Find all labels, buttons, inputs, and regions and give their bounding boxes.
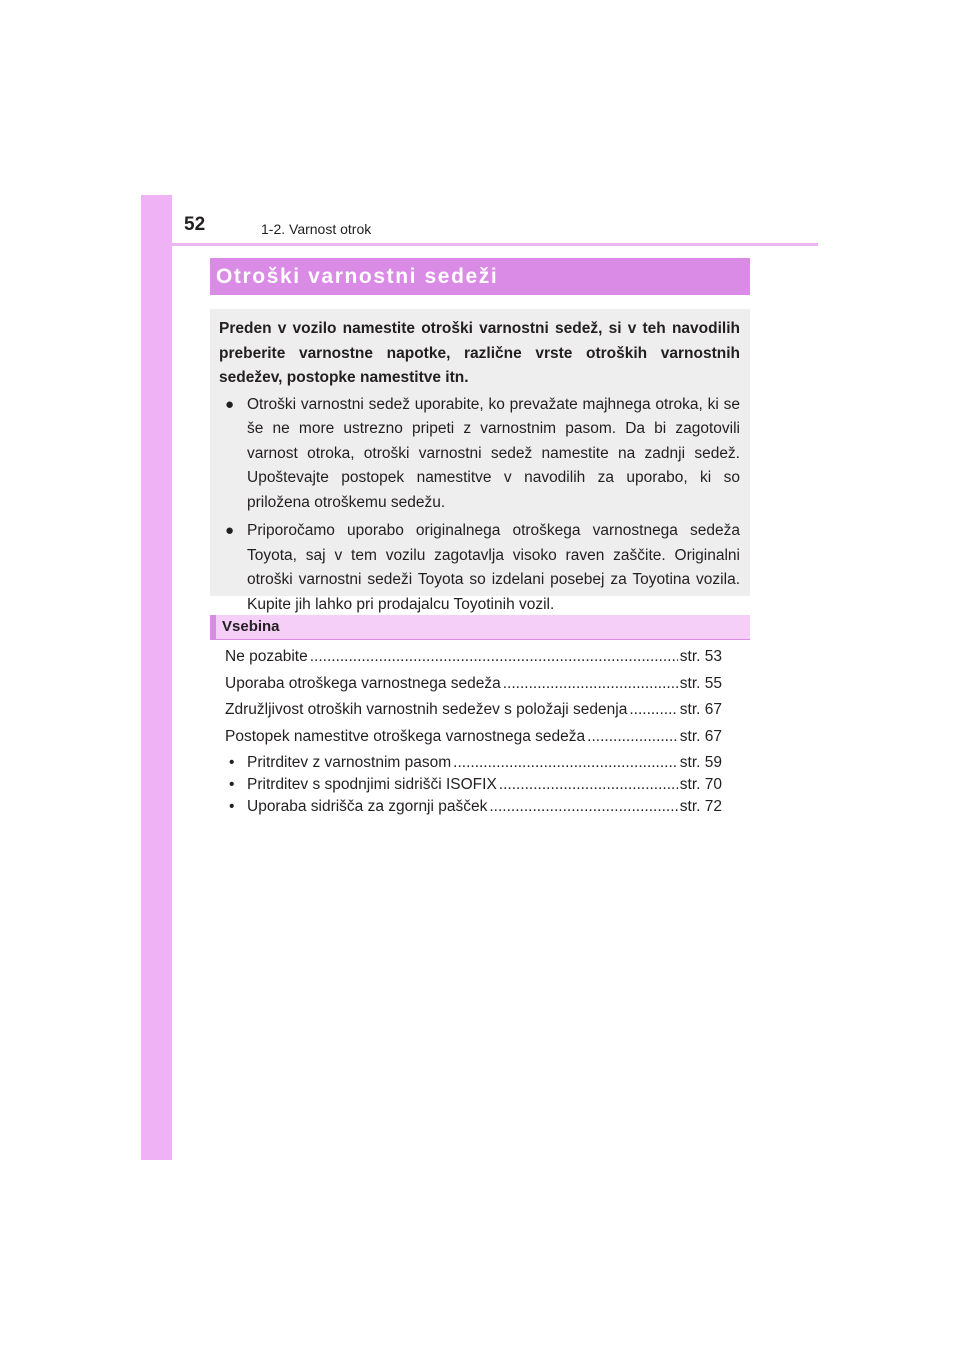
intro-bullet-item [219,519,740,617]
page-number: 52 [184,214,206,235]
toc-item[interactable] [225,648,722,675]
toc-page-ref: str. 59 [679,754,722,771]
contents-heading: Vsebina [222,618,280,635]
toc-leader-dots [587,728,678,746]
toc-page-ref: str. 67 [679,701,722,718]
title-bar [210,258,750,295]
toc-bullet-icon: • [229,798,235,815]
intro-bullet-item [219,393,740,516]
toc-leader-dots [499,776,678,794]
toc-item-title: Pritrditev s spodnjimi sidrišči ISOFIX [247,776,497,793]
toc-page-ref: str. 53 [679,648,722,665]
page-title: Otroški varnostni sedeži [216,265,499,288]
toc-item[interactable] [225,728,722,755]
toc-page-ref: str. 67 [679,727,722,745]
toc-item-title: Ne pozabite [225,648,308,665]
toc-item-title: Uporaba sidrišča za zgornji pašček [247,798,488,815]
toc-leader-dots [310,648,678,666]
toc-item-title: Uporaba otroškega varnostnega sedeža [225,674,501,692]
side-tab-strip [141,195,172,1160]
toc-leader-dots [453,754,678,772]
toc-page-ref: str. 55 [679,674,722,692]
toc-item[interactable] [225,701,722,728]
toc-subitem[interactable] [225,798,722,820]
header-divider [172,243,818,246]
bullet-text: Priporočamo uporabo originalnega otroškega varnostnega sedeža Toyota, saj v tem vozilu zagotavlja visoko raven zaščite. Originalni otroški varnostni sedeži Toyota so izdelani posebej za Toyotina vozila. Kupite jih lahko pri prodajalcu Toyotinih vozil. [247,522,740,613]
toc-leader-dots [629,701,677,719]
intro-text: Preden v vozilo namestite otroški varnostni sedež, si v teh navodilih preberite varnostne napotke, različne vrste otroških varnostnih sedežev, postopke namestitve itn. [219,320,740,386]
intro-box [210,309,750,613]
toc-item-title: Pritrditev z varnostnim pasom [247,754,452,771]
contents-heading-bar [210,615,750,640]
bullet-text: Otroški varnostni sedež uporabite, ko prevažate majhnega otroka, ki se še ne more ustrezno pripeti z varnostnim pasom. Da bi zagotovili varnost otroka, otroški varnostni sedež namestite na zadnji sedež. Upoštevajte postopek namestitve v navodilih za uporabo, ki so priložena otroškemu sedežu. [247,395,740,511]
toc-leader-dots [503,675,678,693]
toc-item-title: Postopek namestitve otroškega varnostnega sedeža [225,727,586,745]
toc-subitem[interactable] [225,754,722,776]
toc-item-title: Združljivost otroških varnostnih sedežev s položaji sedenja [225,701,628,718]
toc-bullet-icon: • [229,754,235,771]
toc-page-ref: str. 72 [679,798,722,815]
bullet-dot-icon: ● [225,395,235,413]
toc-page-ref: str. 70 [679,776,722,793]
table-of-contents [225,648,722,820]
toc-item[interactable] [225,675,722,702]
toc-subitem[interactable] [225,776,722,798]
toc-bullet-icon: • [229,776,235,793]
toc-leader-dots [489,798,677,816]
section-label: 1-2. Varnost otrok [261,221,372,237]
bullet-dot-icon: ● [225,522,235,539]
